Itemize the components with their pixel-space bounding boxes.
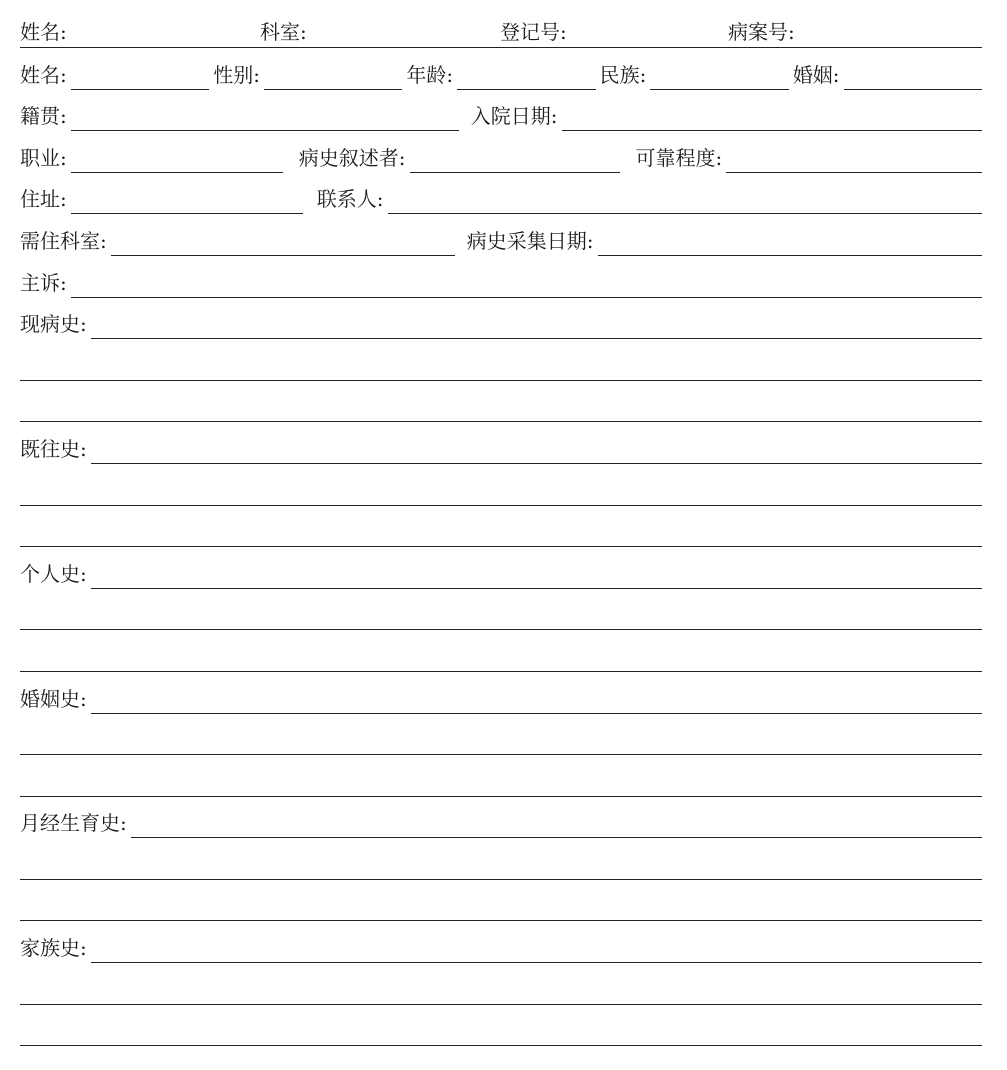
marital-history-line[interactable] (20, 755, 982, 797)
medical-history-form (20, 0, 982, 1046)
personal-history-row (20, 547, 982, 589)
contact-field[interactable] (388, 187, 983, 214)
required-dept-label: 需住科室: (20, 228, 107, 253)
header-dept-label: 科室: (260, 20, 307, 44)
admission-date-label: 入院日期: (470, 104, 558, 129)
chief-complaint-row (20, 256, 982, 298)
age-label: 年龄: (406, 62, 454, 87)
occupation-field[interactable] (71, 146, 283, 173)
address-label: 住址: (20, 187, 67, 212)
family-history-label: 家族史: (20, 936, 87, 961)
reliability-field[interactable] (726, 146, 982, 173)
marriage-label: 婚姻: (792, 62, 840, 87)
ethnicity-field[interactable] (650, 63, 788, 90)
marital-history-label: 婚姻史: (20, 686, 87, 711)
present-illness-line[interactable] (20, 339, 982, 381)
past-history-label: 既往史: (20, 436, 87, 461)
menstrual-history-row (20, 797, 982, 839)
age-field[interactable] (457, 63, 595, 90)
admission-date-field[interactable] (562, 104, 983, 131)
name-field[interactable] (71, 63, 209, 90)
contact-label: 联系人: (316, 187, 384, 212)
address-field[interactable] (71, 187, 303, 214)
name-label: 姓名: (20, 62, 67, 87)
history-date-label: 病史采集日期: (466, 228, 594, 253)
family-history-row (20, 921, 982, 963)
family-history-line[interactable] (20, 963, 982, 1005)
family-history-field[interactable] (91, 936, 982, 963)
native-place-field[interactable] (71, 104, 459, 131)
chief-complaint-field[interactable] (71, 271, 982, 298)
header-name-label: 姓名: (20, 20, 67, 44)
past-history-row (20, 422, 982, 464)
native-place-label: 籍贯: (20, 104, 67, 129)
past-history-line[interactable] (20, 506, 982, 548)
history-date-field[interactable] (598, 229, 983, 256)
native-place-row (20, 90, 982, 132)
present-illness-field[interactable] (91, 312, 982, 339)
history-narrator-field[interactable] (410, 146, 620, 173)
menstrual-history-line[interactable] (20, 838, 982, 880)
present-illness-label: 现病史: (20, 312, 87, 337)
past-history-line[interactable] (20, 464, 982, 506)
sex-label: 性别: (213, 62, 260, 87)
present-illness-line[interactable] (20, 381, 982, 423)
menstrual-history-field[interactable] (131, 811, 982, 838)
marital-history-field[interactable] (91, 687, 982, 714)
occupation-label: 职业: (20, 145, 67, 170)
history-narrator-label: 病史叙述者: (298, 145, 406, 170)
header-registration-label: 登记号: (500, 20, 567, 44)
family-history-line[interactable] (20, 1005, 982, 1047)
present-illness-row (20, 298, 982, 340)
chief-complaint-label: 主诉: (20, 270, 67, 295)
basic-info-row (20, 48, 982, 90)
menstrual-history-label: 月经生育史: (20, 811, 127, 836)
department-row (20, 214, 982, 256)
required-dept-field[interactable] (111, 229, 455, 256)
ethnicity-label: 民族: (599, 62, 647, 87)
occupation-row (20, 131, 982, 173)
marital-history-line[interactable] (20, 714, 982, 756)
marital-history-row (20, 672, 982, 714)
sex-field[interactable] (264, 63, 402, 90)
reliability-label: 可靠程度: (635, 145, 723, 170)
personal-history-label: 个人史: (20, 561, 87, 586)
personal-history-line[interactable] (20, 630, 982, 672)
menstrual-history-line[interactable] (20, 880, 982, 922)
address-row (20, 173, 982, 215)
personal-history-line[interactable] (20, 589, 982, 631)
form-header (20, 0, 982, 48)
header-case-number-label: 病案号: (728, 20, 795, 44)
past-history-field[interactable] (91, 437, 982, 464)
marriage-field[interactable] (844, 63, 982, 90)
personal-history-field[interactable] (91, 562, 982, 589)
